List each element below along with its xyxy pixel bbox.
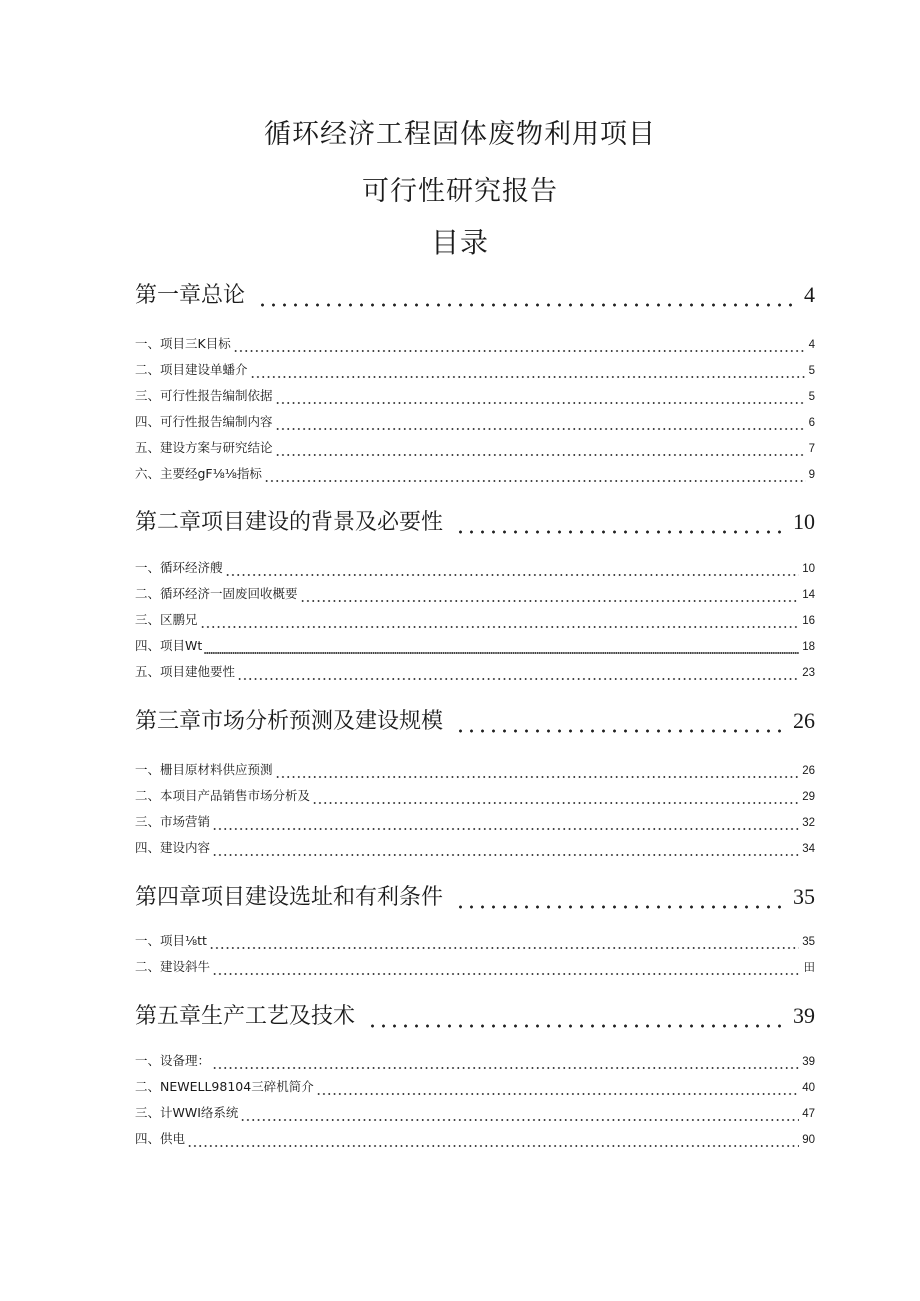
toc-section-page: 6 xyxy=(808,417,815,429)
toc-section-page: 35 xyxy=(802,936,815,948)
toc-section-label: 五、项目建他要性 xyxy=(135,664,236,679)
toc-chapter-label: 第一章总论 xyxy=(135,283,246,308)
toc-section-label: 一、设备理： xyxy=(135,1053,211,1068)
leader-dots xyxy=(212,1060,799,1070)
toc-heading: 目录 xyxy=(430,226,489,259)
toc-chapter-label: 第二章项目建设的背景及必要性 xyxy=(135,510,444,535)
toc-section[interactable] xyxy=(135,762,815,779)
leader-dots xyxy=(264,473,806,483)
toc-section[interactable] xyxy=(135,414,815,431)
leader-dots xyxy=(237,671,799,681)
leader-dots xyxy=(204,645,799,655)
toc-section-page: 29 xyxy=(802,791,815,803)
toc-section-label: 二、项目建设单蟠介 xyxy=(135,362,248,377)
toc-chapter-1[interactable] xyxy=(135,282,815,309)
toc-chapter-page: 10 xyxy=(793,509,815,534)
toc-section-page: 5 xyxy=(808,391,815,403)
toc-section[interactable] xyxy=(135,664,815,681)
toc-section-label: 四、供电 xyxy=(135,1131,186,1146)
leader-dots xyxy=(257,295,798,309)
toc-section-label: 二、循环经济一固废回收概要 xyxy=(135,586,298,601)
toc-section-page: 47 xyxy=(802,1108,815,1120)
leader-dots xyxy=(455,721,787,735)
document-subtitle: 可行性研究报告 xyxy=(362,176,558,207)
toc-section-page: 18 xyxy=(802,641,815,653)
toc-section-page: 14 xyxy=(802,589,815,601)
toc-section-label: 三、可行性报告编制依据 xyxy=(135,388,273,403)
toc-chapter-label: 第五章生产工艺及技术 xyxy=(135,1004,356,1029)
leader-dots xyxy=(225,567,800,577)
toc-section-page: 4 xyxy=(808,339,815,351)
toc-section[interactable] xyxy=(135,1105,815,1122)
toc-section-page: 7 xyxy=(808,443,815,455)
toc-chapter-page: 39 xyxy=(793,1003,815,1028)
toc-section[interactable] xyxy=(135,959,815,976)
toc-section-page: 9 xyxy=(808,469,815,481)
leader-dots xyxy=(250,369,806,379)
toc-section[interactable] xyxy=(135,560,815,577)
leader-dots xyxy=(312,795,799,805)
leader-dots xyxy=(187,1138,799,1148)
toc-section[interactable] xyxy=(135,336,815,353)
leader-dots xyxy=(316,1086,800,1096)
leader-dots xyxy=(212,847,799,857)
leader-dots xyxy=(455,897,787,911)
toc-section-page: 32 xyxy=(802,817,815,829)
toc-section-page: 26 xyxy=(802,765,815,777)
toc-chapter-label: 第三章市场分析预测及建设规模 xyxy=(135,709,444,734)
toc-section-label: 三、区鹏兄 xyxy=(135,612,198,627)
toc-chapter-label: 第四章项目建设选址和有利条件 xyxy=(135,885,444,910)
toc-chapter-page: 35 xyxy=(793,884,815,909)
toc-section-label: 一、栅目原材料供应预测 xyxy=(135,762,273,777)
leader-dots xyxy=(240,1112,799,1122)
toc-section[interactable] xyxy=(135,586,815,603)
toc-chapter-3[interactable] xyxy=(135,708,815,735)
leader-dots xyxy=(209,940,799,950)
toc-section-label: 二、NEWELL98104三碎机简介 xyxy=(135,1079,314,1094)
toc-section[interactable] xyxy=(135,1131,815,1148)
toc-section[interactable] xyxy=(135,814,815,831)
toc-section-label: 四、可行性报告编制内容 xyxy=(135,414,273,429)
leader-dots xyxy=(275,395,806,405)
leader-dots xyxy=(233,343,806,353)
toc-section[interactable] xyxy=(135,933,815,950)
toc-section-label: 二、本项目产品销售市场分析及 xyxy=(135,788,311,803)
toc-section[interactable] xyxy=(135,388,815,405)
toc-chapter-page: 26 xyxy=(793,708,815,733)
toc-section[interactable] xyxy=(135,638,815,655)
toc-chapter-5[interactable] xyxy=(135,1003,815,1030)
toc-section-page: 5 xyxy=(808,365,815,377)
leader-dots xyxy=(275,421,806,431)
toc-section[interactable] xyxy=(135,1053,815,1070)
leader-dots xyxy=(275,769,800,779)
toc-section[interactable] xyxy=(135,788,815,805)
toc-section-page: 90 xyxy=(802,1134,815,1146)
toc-section-label: 六、主要经gF⅛⅛指标 xyxy=(135,466,262,481)
toc-chapter-4[interactable] xyxy=(135,884,815,911)
toc-section-label: 五、建设方案与研究结论 xyxy=(135,440,273,455)
toc-section[interactable] xyxy=(135,440,815,457)
toc-section-label: 三、市场营销 xyxy=(135,814,211,829)
toc-section-page: 39 xyxy=(802,1056,815,1068)
toc-section-label: 四、建设内容 xyxy=(135,840,211,855)
toc-section-page: 16 xyxy=(802,615,815,627)
toc-section-page: 10 xyxy=(802,563,815,575)
toc-section-label: 一、项目⅛tt xyxy=(135,933,207,948)
toc-section-page: 40 xyxy=(802,1082,815,1094)
toc-section[interactable] xyxy=(135,840,815,857)
leader-dots xyxy=(455,522,787,536)
toc-section[interactable] xyxy=(135,612,815,629)
toc-section-label: 一、项目三K目标 xyxy=(135,336,231,351)
toc-section-page: 田 xyxy=(803,962,815,974)
toc-section-page: 34 xyxy=(802,843,815,855)
toc-section-label: 一、循环经济艘 xyxy=(135,560,223,575)
toc-section-page: 23 xyxy=(802,667,815,679)
toc-chapter-page: 4 xyxy=(804,282,815,307)
toc-chapter-2[interactable] xyxy=(135,509,815,536)
toc-section-label: 二、建设斜牛 xyxy=(135,959,211,974)
leader-dots xyxy=(212,821,799,831)
leader-dots xyxy=(212,966,800,976)
toc-section[interactable] xyxy=(135,1079,815,1096)
leader-dots xyxy=(275,447,806,457)
toc-section-label: 三、计WWI络系统 xyxy=(135,1105,239,1120)
toc-section[interactable] xyxy=(135,362,815,379)
leader-dots xyxy=(200,619,800,629)
toc-section-label: 四、项目Wt xyxy=(135,638,203,653)
leader-dots xyxy=(367,1016,787,1030)
toc-section[interactable] xyxy=(135,466,815,483)
document-title: 循环经济工程固体废物利用项目 xyxy=(264,119,656,150)
leader-dots xyxy=(300,593,800,603)
